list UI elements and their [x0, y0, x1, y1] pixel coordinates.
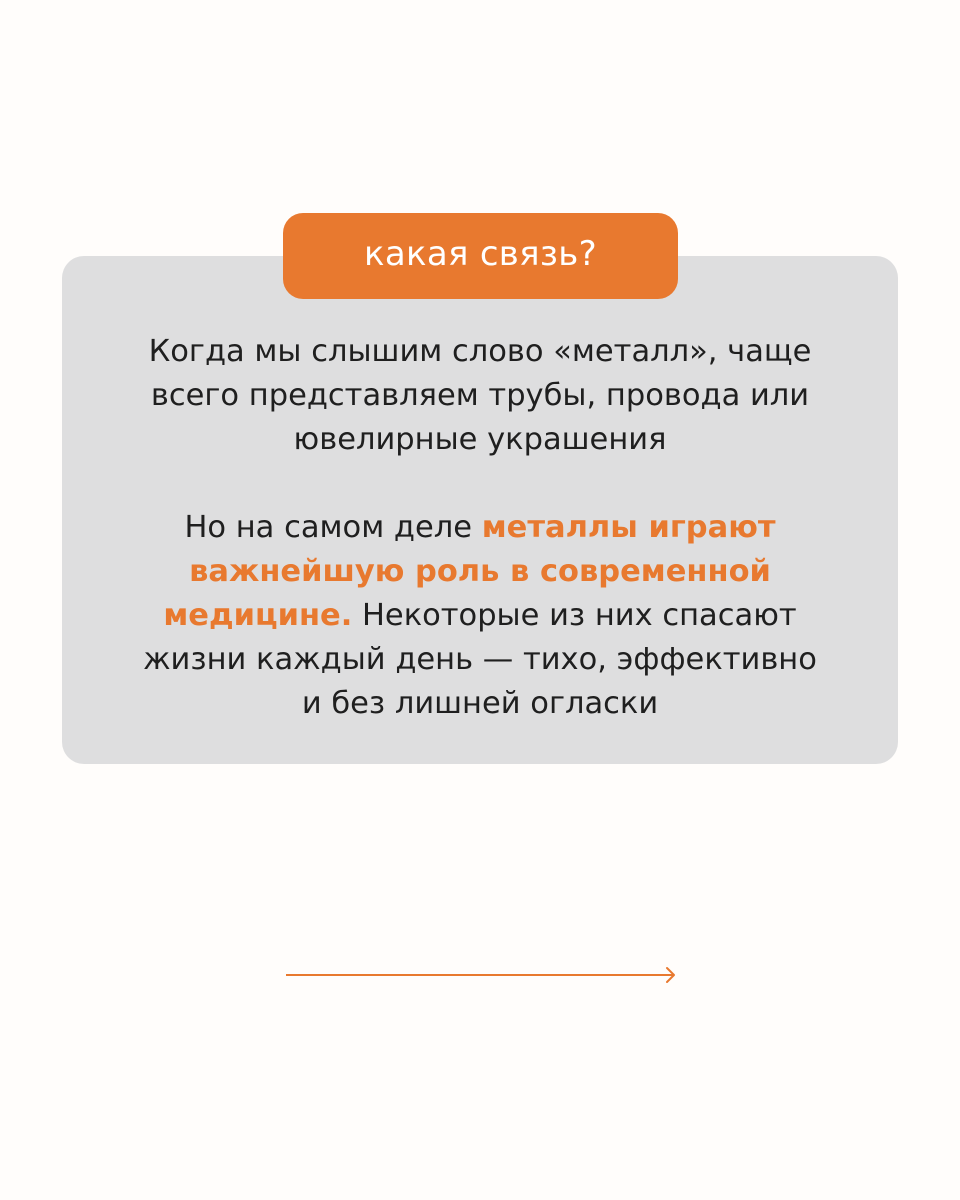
main-line-4: жизни каждый день — тихо, эффективно [143, 642, 817, 677]
topic-tag-label: какая связь? [364, 234, 597, 274]
main-line-1-plain: Но на самом деле [184, 510, 482, 545]
arrow-right-icon[interactable] [286, 964, 678, 986]
main-line-5: и без лишней огласки [301, 686, 659, 721]
intro-line-3: ювелирные украшения [293, 422, 667, 457]
main-line-2-highlight: важнейшую роль в современной [189, 554, 771, 589]
main-line-1-highlight: металлы играют [481, 510, 776, 545]
intro-line-2: всего представляем трубы, провода или [150, 378, 810, 413]
main-paragraph [62, 506, 898, 726]
intro-line-1: Когда мы слышим слово «металл», чаще [148, 334, 812, 369]
main-line-3-plain: Некоторые из них спасают [352, 598, 797, 633]
main-line-3-highlight: медицине. [163, 598, 353, 633]
intro-paragraph [62, 330, 898, 462]
topic-tag [283, 213, 678, 299]
